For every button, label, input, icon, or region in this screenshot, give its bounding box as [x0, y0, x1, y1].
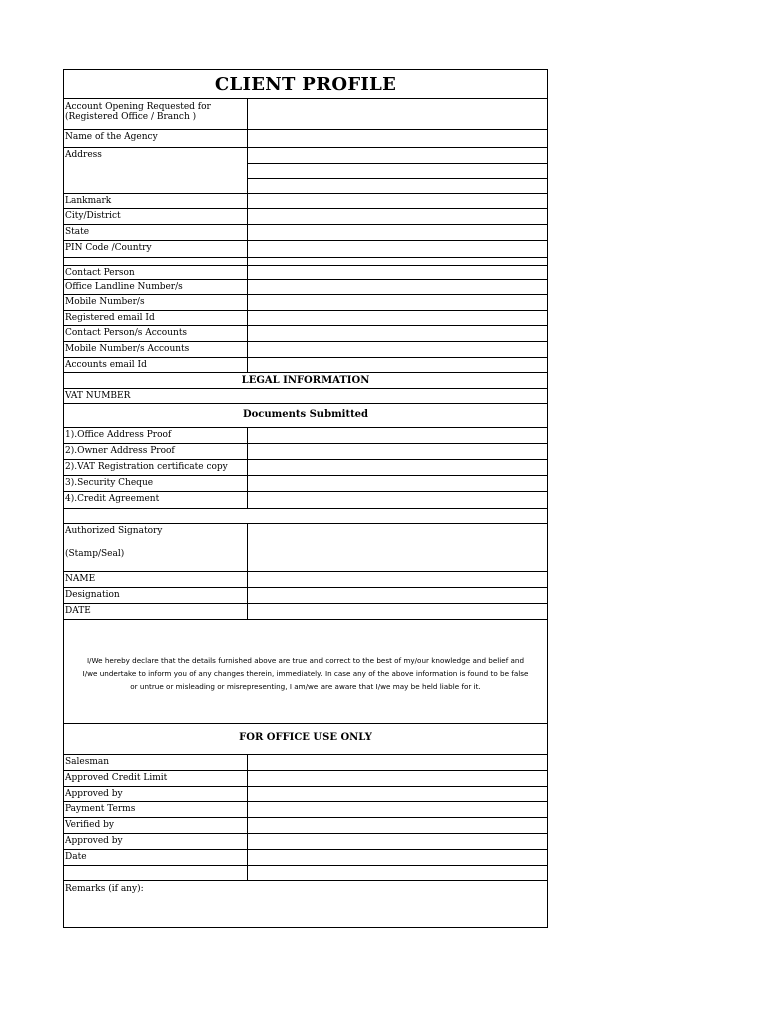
doc-owner-address-label: 2).Owner Address Proof	[64, 444, 248, 459]
mobile-label: Mobile Number/s	[64, 295, 248, 310]
account-opening-line2: (Registered Office / Branch )	[65, 112, 197, 122]
designation-field[interactable]	[248, 588, 547, 603]
signature-field[interactable]	[248, 524, 547, 571]
spacer-row	[64, 258, 547, 266]
remarks-label: Remarks (if any):	[65, 884, 144, 894]
office-landline-field[interactable]	[248, 280, 547, 294]
declaration-line: I/we undertake to inform you of any changes therein, immediately. In case any of the above information is found to be false	[82, 669, 529, 678]
doc-owner-address-field[interactable]	[248, 444, 547, 459]
doc-row-office-address	[64, 428, 547, 444]
blank-label	[64, 866, 248, 880]
agency-name-row	[64, 130, 547, 148]
declaration-line: I/We hereby declare that the details furnished above are true and correct to the best of my/our knowledge and belief and	[86, 656, 525, 665]
doc-credit-agreement-field[interactable]	[248, 492, 547, 508]
mobile-accounts-row	[64, 342, 547, 358]
verified-by-row	[64, 818, 547, 834]
accounts-email-row	[64, 358, 547, 373]
mobile-accounts-label: Mobile Number/s Accounts	[64, 342, 248, 357]
approved-by-label: Approved by	[64, 787, 248, 801]
account-opening-line1: Account Opening Requested for	[65, 102, 211, 112]
doc-row-vat-certificate	[64, 460, 547, 476]
contact-accounts-row	[64, 326, 547, 342]
landmark-field[interactable]	[248, 194, 547, 208]
verified-by-field[interactable]	[248, 818, 547, 833]
landmark-label: Lankmark	[64, 194, 248, 208]
approved-credit-limit-row	[64, 771, 547, 787]
agency-name-label: Name of the Agency	[64, 130, 248, 147]
doc-office-address-field[interactable]	[248, 428, 547, 443]
legal-heading: LEGAL INFORMATION	[241, 375, 370, 386]
email-row	[64, 311, 547, 326]
date-field[interactable]	[248, 604, 547, 619]
designation-row	[64, 588, 547, 604]
verified-by-label: Verified by	[64, 818, 248, 833]
authorized-signatory-label	[64, 524, 248, 571]
accounts-email-field[interactable]	[248, 358, 547, 372]
city-field[interactable]	[248, 209, 547, 224]
pin-label: PIN Code /Country	[64, 241, 248, 257]
mobile-field[interactable]	[248, 295, 547, 310]
declaration-text	[66, 654, 545, 693]
mobile-row	[64, 295, 547, 311]
office-use-heading: FOR OFFICE USE ONLY	[239, 732, 372, 743]
approved-credit-limit-field[interactable]	[248, 771, 547, 786]
city-row	[64, 209, 547, 225]
stamp-seal-text: (Stamp/Seal)	[65, 549, 125, 559]
pin-field[interactable]	[248, 241, 547, 257]
declaration-line: or untrue or misleading or misrepresenting, I am/we are aware that I/we may be held liable for it.	[130, 682, 481, 691]
account-opening-label	[64, 99, 248, 129]
doc-security-cheque-field[interactable]	[248, 476, 547, 491]
address-field[interactable]	[248, 148, 547, 193]
legal-heading-row	[64, 373, 547, 389]
doc-vat-certificate-label: 2).VAT Registration certificate copy	[64, 460, 248, 475]
address-row	[64, 148, 547, 194]
state-label: State	[64, 225, 248, 240]
salesman-label: Salesman	[64, 755, 248, 770]
declaration-row	[64, 620, 547, 724]
form-title: CLIENT PROFILE	[214, 74, 397, 95]
spacer-label	[64, 258, 248, 265]
payment-terms-field[interactable]	[248, 802, 547, 817]
approved-by-field[interactable]	[248, 787, 547, 801]
office-landline-row	[64, 280, 547, 295]
approved-credit-limit-label: Approved Credit Limit	[64, 771, 248, 786]
remarks-row[interactable]	[64, 881, 547, 928]
vat-number-label: VAT NUMBER	[65, 391, 131, 401]
date-label: DATE	[64, 604, 248, 619]
blank-row	[64, 866, 547, 881]
doc-credit-agreement-label: 4).Credit Agreement	[64, 492, 248, 508]
blank-field[interactable]	[248, 866, 547, 880]
name-label: NAME	[64, 572, 248, 587]
authorized-signatory-text: Authorized Signatory	[65, 526, 163, 536]
office-use-heading-row	[64, 724, 547, 755]
client-profile-form	[63, 69, 548, 928]
approved-by-row	[64, 834, 547, 850]
doc-row-owner-address	[64, 444, 547, 460]
email-field[interactable]	[248, 311, 547, 325]
state-row	[64, 225, 547, 241]
title-row	[64, 70, 547, 99]
landmark-row	[64, 194, 547, 209]
contact-person-row	[64, 266, 547, 280]
documents-heading-row	[64, 404, 547, 428]
contact-person-field[interactable]	[248, 266, 547, 279]
documents-heading: Documents Submitted	[242, 409, 369, 420]
designation-label: Designation	[64, 588, 248, 603]
contact-person-label: Contact Person	[64, 266, 248, 279]
agency-name-field[interactable]	[248, 130, 547, 147]
name-field[interactable]	[248, 572, 547, 587]
payment-terms-label: Payment Terms	[64, 802, 248, 817]
doc-vat-certificate-field[interactable]	[248, 460, 547, 475]
office-date-row	[64, 850, 547, 866]
accounts-email-label: Accounts email Id	[64, 358, 248, 372]
salesman-row	[64, 755, 547, 771]
office-date-field[interactable]	[248, 850, 547, 865]
approved-by-field[interactable]	[248, 834, 547, 849]
salesman-field[interactable]	[248, 755, 547, 770]
account-opening-field[interactable]	[248, 99, 547, 129]
approved-by-row	[64, 787, 547, 802]
pin-row	[64, 241, 547, 258]
contact-accounts-field[interactable]	[248, 326, 547, 341]
name-row	[64, 572, 547, 588]
account-opening-row	[64, 99, 547, 130]
office-date-label: Date	[64, 850, 248, 865]
city-label: City/District	[64, 209, 248, 224]
address-line-divider	[248, 178, 547, 179]
doc-office-address-label: 1).Office Address Proof	[64, 428, 248, 443]
doc-security-cheque-label: 3).Security Cheque	[64, 476, 248, 491]
spacer-row	[64, 509, 547, 524]
email-label: Registered email Id	[64, 311, 248, 325]
contact-accounts-label: Contact Person/s Accounts	[64, 326, 248, 341]
address-line-divider	[248, 163, 547, 164]
state-field[interactable]	[248, 225, 547, 240]
doc-row-security-cheque	[64, 476, 547, 492]
vat-number-row	[64, 389, 547, 404]
doc-row-credit-agreement	[64, 492, 547, 509]
approved-by-label: Approved by	[64, 834, 248, 849]
mobile-accounts-field[interactable]	[248, 342, 547, 357]
address-label: Address	[64, 148, 248, 193]
payment-terms-row	[64, 802, 547, 818]
authorized-signatory-row	[64, 524, 547, 572]
office-landline-label: Office Landline Number/s	[64, 280, 248, 294]
date-row	[64, 604, 547, 620]
